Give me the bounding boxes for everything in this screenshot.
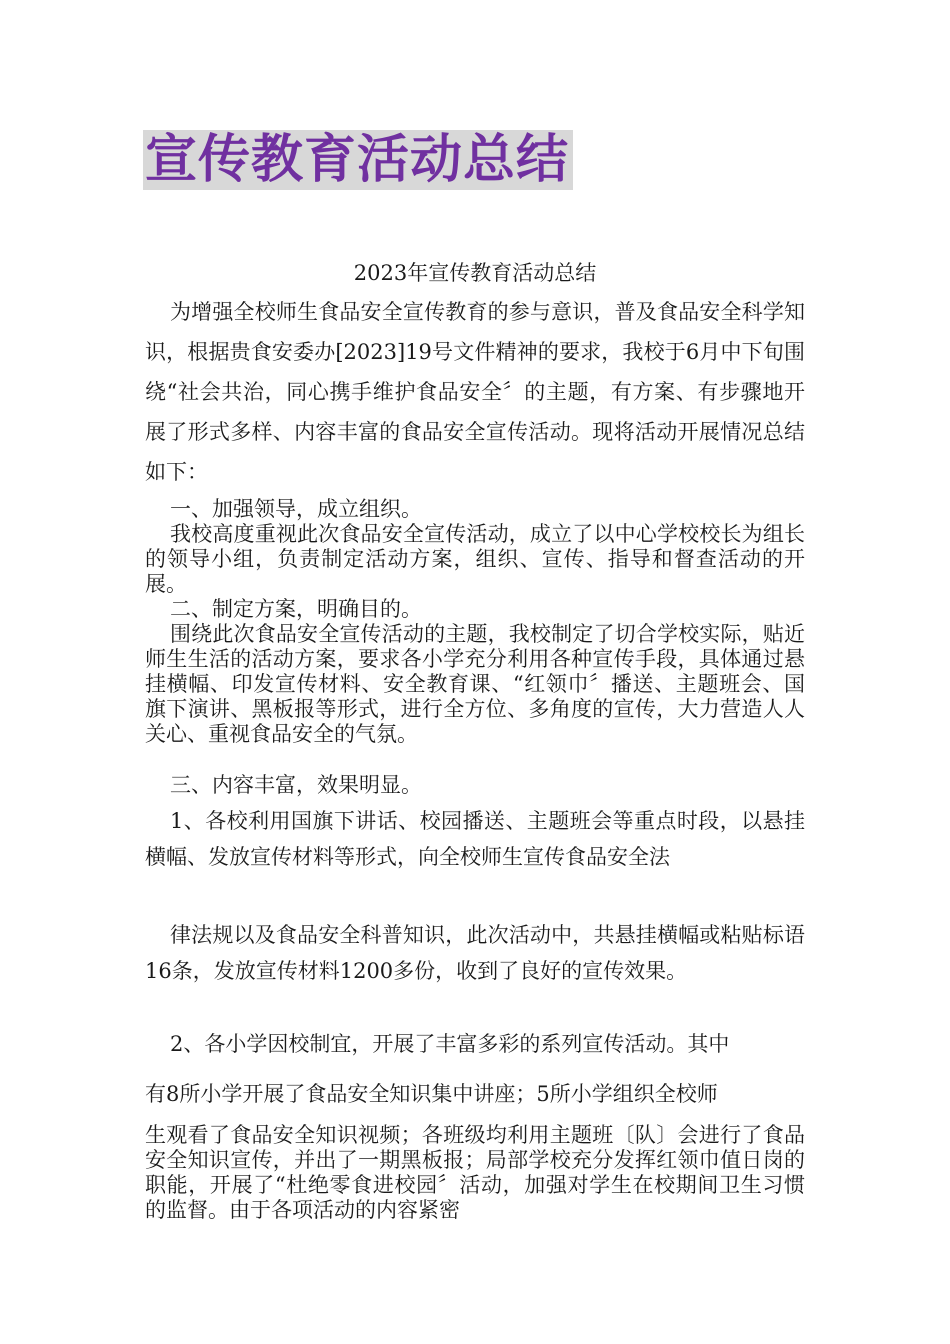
section-2-body: 围绕此次食品安全宣传活动的主题，我校制定了切合学校实际，贴近师生生活的活动方案，要求各小学充分利用各种宣传手段，具体通过悬挂横幅、印发宣传材料、安全教育课、“红领巾〞播送、主题班会、国旗下演讲、黑板报等形式，进行全方位、多角度的宣传，大力营造人人关心、重视食品安全的气氛。 xyxy=(145,622,805,746)
section-1-heading: 一、加强领导，成立组织。 xyxy=(170,497,422,521)
item-2-line-2: 有8所小学开展了食品安全知识集中讲座；5所小学组织全校师 xyxy=(145,1082,718,1106)
item-1-part-1: 1、各校利用国旗下讲话、校园播送、主题班会等重点时段，以悬挂横幅、发放宣传材料等形式，向全校师生宣传食品安全法 xyxy=(145,809,805,869)
section-1-body: 我校高度重视此次食品安全宣传活动，成立了以中心学校校长为组长的领导小组，负责制定活动方案，组织、宣传、指导和督查活动的开展。 xyxy=(145,522,805,596)
page-title: 宣传教育活动总结 xyxy=(143,130,573,190)
item-1-part-2: 律法规以及食品安全科普知识，此次活动中，共悬挂横幅或粘贴标语16条，发放宣传材料1200多份，收到了良好的宣传效果。 xyxy=(145,923,805,983)
item-2-rest: 生观看了食品安全知识视频；各班级均利用主题班〔队〕会进行了食品安全知识宣传，并出了一期黑板报；局部学校充分发挥红领巾值日岗的职能，开展了“杜绝零食进校园〞活动，加强对学生在校期间卫生习惯的监督。由于各项活动的内容紧密 xyxy=(145,1123,805,1222)
document-subtitle: 2023年宣传教育活动总结 xyxy=(353,261,597,285)
intro-paragraph: 为增强全校师生食品安全宣传教育的参与意识，普及食品安全科学知识，根据贵食安委办[2023]19号文件精神的要求，我校于6月中下旬围绕“社会共治，同心携手维护食品安全〞的主题，有方案、有步骤地开展了形式多样、内容丰富的食品安全宣传活动。现将活动开展情况总结如下： xyxy=(145,300,805,484)
item-2-line-1: 2、各小学因校制宜，开展了丰富多彩的系列宣传活动。其中 xyxy=(170,1032,730,1056)
section-3-heading: 三、内容丰富，效果明显。 xyxy=(170,773,422,797)
section-2-heading: 二、制定方案，明确目的。 xyxy=(170,597,422,621)
